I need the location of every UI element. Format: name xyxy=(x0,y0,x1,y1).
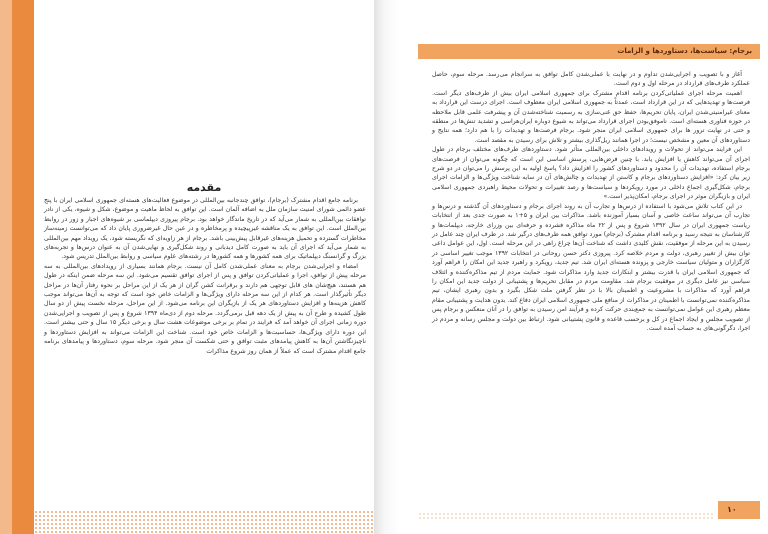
left-page-dotted-footer xyxy=(34,510,374,534)
paragraph: امضاء و اجرایی‌شدن برجام به معنای عملی‌شدن کامل آن نیست. برجام همانند بسیاری از رویدادهای بین‌المللی به سه مرحله پیش از توافق، اجرا و عملیاتی‌کردن توافق و پس از اجرای توافق تقسیم می‌شود. این سه مرحله ضمن اینکه در طول هم هستند، هیچ‌شان های قابل توجهی هم دارند و برقرانت کشن گران از هر یک از این مراحل بر نحوه رفتار آن‌ها در مراحل دیگر تأثیرگذار است. هر کدام از این سه مرحله دارای ویژگی‌ها و الزامات خاص خود است که توجه به آن‌ها می‌تواند موجب کاهش هزینه‌ها و افزایش دستاوردهای هر یک از بازیگران این برنامه می‌شود. از این مراحل، مرحله نخست پیش از دو سال طول کشیده و طرح آن به پیش از یک دهه قبل برمی‌گردد. مرحله دوم از دی‌ماه ۱۳۹۴ شروع و پس از تصویب و اجرایی‌شدن دوره زمانی اجرای آن خواهد آمد که فرایند در تمام بر برخی موضوعات هشت سال و برخی دیگر ۱۵ سال و حتی بیشتر است. این دوره دارای ویژگی‌ها، حساسیت‌ها و الزامات خاص خود است. شناخت این الزامات می‌تواند به افزایش دستاوردها و ناچیزنگاشتن آن‌ها به کاهش پیامدهای مثبت توافق و حتی شکست آن منجر شود. مرحله سوم، دستاوردها و پیامدهای برنامه جامع اقدام مشترک است که عملاً از همان روز شروع مذاکرات xyxy=(44,262,366,355)
paragraph: اهمیت مرحله اجرای عملیاتی‌کردن برنامه اقدام مشترک برای جمهوری اسلامی ایران بیش از طرف‌های دیگر است. فرصت‌ها و تهدیدهایی که در این قرارداد است، عمدتاً به جمهوری اسلامی ایران معطوف است. اجرای درست این قرارداد به معنای غیرامنیتی‌شدن ایران، پایان تحریم‌ها، حفظ حق غنی‌سازی به رسمیت شناخته‌شدن آن و پیشرفت علمی قابل ملاحظه در حوزه فناوری هسته‌ای است. ناموفق‌بودن اجرای قرارداد می‌تواند به شیوع دوباره ایران‌هراسی و تشدید تنش‌ها در منطقه و حتی در نهایت ترور ها برای جمهوری اسلامی ایران منجر شود. برجام فرصت‌ها و تهدیدات را با هم دارد؛ همه نتایج و دستاوردهای آن معین و مشخص نیست؛ در اجرا همانند ریل‌گذاری بیشتر و تلاش برای رسیدن به مقصد است. xyxy=(432,89,750,144)
section-heading: مقدمه xyxy=(186,181,222,194)
right-page-dotted-footer xyxy=(418,512,714,519)
paragraph: آغاز و با تصویب و اجرایی‌شدن تداوم و در نهایت با عملی‌شدن کامل توافق به سرانجام می‌رسد. مرحله سوم، حاصل عملکرد طرف‌های قرارداد در مرحله اول و دوم است. xyxy=(432,71,750,88)
paragraph: در این کتاب تلاش می‌شود با استفاده از درس‌ها و تجارب آن به روند اجرای برجام و دستاوردهای آن گذشته و درس‌ها و تجارب آن می‌تواند ساعت خاصی و آسان بسیار آموزنده باشد. مذاکرات بین ایران و ۵+۱ به صورت جدی بعد از انتخابات ریاست جمهوری ایران در سال ۱۳۹۲ شروع و پس از ۲۲ ماه مذاکره فشرده و حرفه‌ای بین وزرای خارجه، دیپلمات‌ها و کارشناسان به نتیجه رسید و برنامه اقدام مشترک (برجام) مورد توافق همه طرف‌های درگیر شد. در طرف ایران چند عامل در رسیدن به این مرحله از موفقیت، نقش کلیدی داشت که شناخت آن‌ها چراغ راهی در این مرحله است. اول، این عوامل داعی توان بیش از تغییر رهبری، دولت و مردم خلاصه کرد. پیروزی دکتر حسن روحانی در انتخابات ۱۳۹۲ موجب تغییر اساسی در کارگزاران و متولیان سیاست خارجی و پرونده هسته‌ای ایران شد. تیم جدید، رویکرد و راهبرد جدید این امکان را فراهم آورد که جمهوری اسلامی ایران با قدرت بیشتر و ابتکارات جدید وارد مذاکرات شود. حمایت مردم از تیم مذاکره‌کننده و ائتلاف سیاسی نیز عامل دیگری در موفقیت برجام شد. مقاومت مردم در مقابل تحریم‌ها و پشتیبانی از دولت جدید این امکان را فراهم آورد که مذاکرات با مشروعیت و اطمینان بالا با در نظر گرفتن ملت شکل بگیرد و بدون رهبری ایشان، تیم مذاکره‌کننده نمی‌توانست با اطمینان در مذاکرات از منافع ملی جمهوری اسلامی ایران دفاع کند. بدون هدایت و پشتیبانی مقام معظم رهبری این عوامل نمی‌توانست به جمع‌بندی حرکت کرده و فرآیند امن رسیدن به توافق را در آنان منعکس و برجام پس از تصویب مجلس و ایجاد اجماع در کل و برحسب قاعده و قانون پشتیبانی شود. ارتباط بین دولت و مجلس رسانه و مردم در اجرا، دگرگونی‌های به حساب آمده است. xyxy=(432,202,751,332)
page-number: ۱۰ xyxy=(718,501,760,519)
running-header: برجام: سیاست‌ها، دستاوردها و الزامات xyxy=(617,47,752,55)
paragraph: این فرایند می‌تواند از تحولات و رویدادهای داخلی بین‌المللی متأثر شود. دستاوردهای طرف‌های مختلف برجام در طول اجرای آن می‌تواند کاهش یا افزایش یابد. با چنین فرض‌هایی، پرسش اساسی این است که چگونه می‌توان از فرصت‌های برجام استفاده، تهدیدات آن را محدود و دستاوردهای کشور را افزایش داد؟ پاسخ اولیه به این پرسش را می‌توان در دو شرح زیر بیان کرد: «افزایش دستاوردهای برجام و کاستن از تهدیدات و چالش‌های آن در سایه شناخت ویژگی‌ها و الزامات اجرای برجام، شکل‌گیری اجماع داخلی در مورد رویکردها و سیاست‌ها و رصد تغییرات و تحولات محیط راهبردی جمهوری اسلامی ایران و بازیگران موثر در اجرای برجام، امکان‌پذیر است.» xyxy=(432,146,750,201)
book-gutter xyxy=(374,0,400,534)
right-page-body xyxy=(432,70,750,333)
left-margin-band-dark xyxy=(12,0,34,534)
left-margin-band-light xyxy=(0,0,12,534)
left-page-body xyxy=(44,196,366,356)
paragraph: برنامه جامع اقدام مشترک (برجام)، توافق چندجانبه بین‌المللی در موضوع فعالیت‌های هسته‌ای جمهوری اسلامی ایران با پنج عضو دائمی شورای امنیت سازمان ملل به اضافه آلمان است. این توافق به لحاظ ماهیت و موضوع، شکل و شیوه، یکی از نادر توافقات بین‌المللی به شمار می‌آید که در تاریخ ماندگار خواهد بود. برجام پیروزی دیپلماسی بر شیوه‌های اجبار و زور در روابط بین‌الملل است. این توافق به یک مناقشه غیرپیچیده و پرمخاطره و در عین حال غیرضروری پایان داد که می‌توانست زمینه‌ساز مخاطرات گسترده و تحمیل هزینه‌های غیرقابل پیش‌بینی باشد. برجام از هر زاویه‌ای که نگریسته شود، یک رویداد مهم بین‌المللی به شمار می‌آید که اجرای آن باید به صورت کامل دیدبانی و روند شکل‌گیری و نهایی‌شدن آن به عنوان درس‌ها و تجربه‌های بزرگ و گرانسنگ دیپلماتیک برای همه کشورها و همه کشورها در رشته‌های علوم سیاسی و روابط بین‌الملل تدریس شود. xyxy=(44,197,366,261)
